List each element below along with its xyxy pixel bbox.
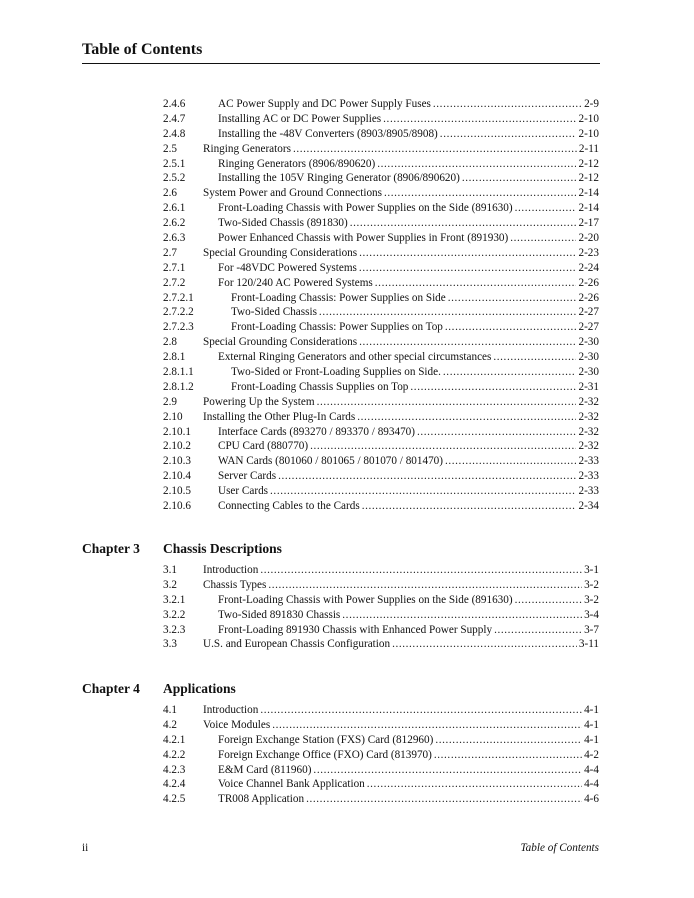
dot-leader: [493, 350, 576, 365]
toc-entry-title: Interface Cards (893270 / 893370 / 893470): [218, 425, 415, 438]
dot-leader: [260, 563, 582, 578]
toc-entry-title: WAN Cards (801060 / 801065 / 801070 / 801470): [218, 455, 443, 468]
toc-entry-page: 4-2: [584, 748, 599, 761]
dot-leader: [306, 792, 582, 807]
dot-leader: [377, 157, 576, 172]
toc-entry[interactable]: [163, 216, 599, 231]
toc-entry[interactable]: [163, 703, 599, 718]
chapter-4-heading: [82, 681, 236, 697]
dot-leader: [435, 733, 582, 748]
toc-entry-title: Two-Sided 891830 Chassis: [218, 608, 341, 621]
toc-entry-number: 2.10.5: [163, 485, 191, 498]
toc-entry-number: 2.8.1.1: [163, 366, 194, 379]
toc-entry-number: 2.5.1: [163, 157, 186, 170]
toc-entry-title: Connecting Cables to the Cards: [218, 500, 360, 513]
toc-entry-page: 4-4: [584, 763, 599, 776]
dot-leader: [440, 127, 577, 142]
toc-entry[interactable]: [163, 593, 599, 608]
toc-entry-title: Front-Loading Chassis: Power Supplies on Top: [231, 321, 443, 334]
toc-entry-title: CPU Card (880770): [218, 440, 309, 453]
toc-entry-number: 4.2.4: [163, 778, 186, 791]
chapter-title: Chassis Descriptions: [163, 541, 282, 556]
chapter-title: Applications: [163, 681, 236, 696]
toc-entry[interactable]: [163, 127, 599, 142]
toc-entry-number: 2.7.2: [163, 276, 186, 289]
toc-entry-title: Power Enhanced Chassis with Power Supplies in Front (891930): [218, 232, 509, 245]
toc-entry-title: Introduction: [203, 564, 259, 576]
toc-entry-title: Voice Modules: [203, 718, 271, 731]
toc-entry-page: 3-11: [578, 638, 599, 651]
toc-entry-page: 4-1: [584, 718, 599, 731]
toc-entry[interactable]: [163, 637, 599, 652]
toc-entry[interactable]: [163, 499, 599, 514]
toc-entry-number: 2.10.4: [163, 470, 191, 483]
toc-entry-number: 2.7.1: [163, 261, 186, 274]
toc-entry-page: 2-33: [578, 470, 599, 483]
footer-page-number: ii: [82, 842, 89, 854]
dot-leader: [359, 335, 576, 350]
toc-entry[interactable]: [163, 231, 599, 246]
toc-entry-page: 2-23: [578, 246, 599, 259]
toc-entry-page: 2-12: [578, 157, 599, 170]
toc-entry-number: 3.2.3: [163, 623, 186, 636]
toc-entry-number: 2.9: [163, 395, 177, 408]
dot-leader: [515, 593, 582, 608]
toc-entry-title: Voice Channel Bank Application: [218, 778, 365, 791]
toc-entry-title: Introduction: [203, 704, 259, 716]
toc-entry[interactable]: [163, 484, 599, 499]
toc-entry-number: 3.2.2: [163, 608, 186, 621]
dot-leader: [445, 320, 577, 335]
toc-entry-number: 4.2.5: [163, 793, 186, 806]
toc-entry-title: Ringing Generators: [203, 142, 291, 155]
dot-leader: [392, 637, 577, 652]
toc-entry-number: 4.2.2: [163, 748, 186, 761]
toc-entry[interactable]: [163, 291, 599, 306]
dot-leader: [410, 380, 576, 395]
dot-leader: [260, 703, 582, 718]
dot-leader: [375, 276, 577, 291]
toc-entry-title: Front-Loading 891930 Chassis with Enhanced Power Supply: [218, 623, 493, 636]
toc-entry-number: 2.6: [163, 187, 177, 200]
title-rule: [82, 63, 600, 64]
dot-leader: [278, 469, 576, 484]
toc-entry-title: Front-Loading Chassis Supplies on Top: [231, 380, 409, 393]
dot-leader: [494, 623, 582, 638]
toc-entry[interactable]: [163, 380, 599, 395]
toc-entry-title: Chassis Types: [203, 578, 267, 591]
toc-entry-page: 2-32: [578, 395, 599, 408]
toc-entry-page: 2-32: [578, 410, 599, 423]
toc-entry-page: 3-7: [584, 623, 599, 636]
toc-entry-page: 4-6: [584, 793, 599, 806]
toc-continued-section: [163, 97, 599, 514]
dot-leader: [268, 578, 582, 593]
toc-entry[interactable]: [163, 246, 599, 261]
toc-entry[interactable]: [163, 157, 599, 172]
dot-leader: [342, 608, 582, 623]
toc-entry-number: 4.2.1: [163, 733, 186, 746]
dot-leader: [384, 186, 577, 201]
toc-entry[interactable]: [163, 733, 599, 748]
toc-entry-number: 2.8: [163, 336, 177, 349]
dot-leader: [445, 454, 577, 469]
toc-entry-page: 2-26: [578, 276, 599, 289]
toc-entry-page: 2-30: [578, 366, 599, 379]
toc-chapter-3: [163, 563, 599, 652]
toc-entry[interactable]: [163, 425, 599, 440]
toc-entry[interactable]: [163, 261, 599, 276]
toc-entry[interactable]: [163, 171, 599, 186]
toc-entry-title: Two-Sided Chassis: [231, 306, 317, 319]
toc-entry-title: Installing the 105V Ringing Generator (8906/890620): [218, 172, 460, 185]
toc-entry-title: Front-Loading Chassis: Power Supplies on Side: [231, 291, 446, 304]
toc-entry-title: For 120/240 AC Powered Systems: [218, 276, 373, 289]
toc-entry[interactable]: [163, 578, 599, 593]
dot-leader: [510, 231, 576, 246]
toc-entry-title: Special Grounding Considerations: [203, 246, 358, 259]
toc-entry-page: 2-10: [578, 112, 599, 125]
toc-entry[interactable]: [163, 395, 599, 410]
toc-entry[interactable]: [163, 112, 599, 127]
chapter-label: Chapter 4: [82, 681, 140, 696]
toc-entry[interactable]: [163, 718, 599, 733]
toc-entry-number: 2.4.6: [163, 98, 186, 110]
toc-entry[interactable]: [163, 763, 599, 778]
toc-entry-number: 4.2.3: [163, 763, 186, 776]
toc-entry-title: E&M Card (811960): [218, 763, 312, 776]
chapter-label: Chapter 3: [82, 541, 140, 556]
toc-entry[interactable]: [163, 350, 599, 365]
toc-entry-page: 2-24: [578, 261, 599, 274]
toc-entry-number: 3.2: [163, 578, 177, 591]
toc-entry-title: Installing AC or DC Power Supplies: [218, 112, 382, 125]
toc-entry-page: 2-14: [578, 187, 599, 200]
toc-entry[interactable]: [163, 410, 599, 425]
toc-entry-page: 3-1: [584, 564, 599, 576]
dot-leader: [448, 291, 577, 306]
toc-entry-title: Front-Loading Chassis with Power Supplies on the Side (891630): [218, 593, 513, 606]
toc-entry-page: 2-33: [578, 485, 599, 498]
toc-entry[interactable]: [163, 792, 599, 807]
dot-leader: [350, 216, 577, 231]
toc-entry-number: 2.10: [163, 410, 183, 423]
toc-entry-number: 2.7: [163, 246, 177, 259]
toc-entry[interactable]: [163, 97, 599, 112]
toc-entry-number: 4.1: [163, 704, 177, 716]
toc-entry-page: 2-30: [578, 336, 599, 349]
dot-leader: [515, 201, 577, 216]
toc-entry-page: 2-9: [584, 98, 599, 110]
toc-entry-number: 2.10.6: [163, 500, 191, 513]
toc-entry-page: 3-2: [584, 593, 599, 606]
toc-entry-title: Ringing Generators (8906/890620): [218, 157, 376, 170]
toc-entry-title: Special Grounding Considerations: [203, 336, 358, 349]
toc-entry-page: 2-30: [578, 351, 599, 364]
dot-leader: [319, 305, 577, 320]
toc-entry-number: 2.6.3: [163, 232, 186, 245]
toc-entry-title: User Cards: [218, 485, 269, 498]
toc-entry-title: System Power and Ground Connections: [203, 187, 382, 200]
toc-entry-number: 2.4.8: [163, 127, 186, 140]
dot-leader: [270, 484, 576, 499]
toc-entry-page: 2-12: [578, 172, 599, 185]
dot-leader: [362, 499, 577, 514]
toc-entry[interactable]: [163, 563, 599, 578]
toc-entry[interactable]: [163, 335, 599, 350]
page-title: Table of Contents: [82, 41, 203, 58]
dot-leader: [433, 97, 582, 112]
toc-entry-title: External Ringing Generators and other special circumstances: [218, 351, 492, 364]
footer-running-title: Table of Contents: [520, 842, 599, 854]
toc-entry-page: 2-26: [578, 291, 599, 304]
toc-entry-number: 2.5: [163, 142, 177, 155]
toc-entry-number: 2.7.2.1: [163, 291, 194, 304]
toc-entry-title: Installing the Other Plug-In Cards: [203, 410, 356, 423]
toc-entry-page: 4-4: [584, 778, 599, 791]
toc-entry-number: 2.7.2.3: [163, 321, 194, 334]
toc-entry-number: 4.2: [163, 718, 177, 731]
toc-entry-title: Front-Loading Chassis with Power Supplies on the Side (891630): [218, 202, 513, 215]
toc-entry-title: Foreign Exchange Office (FXO) Card (813970): [218, 748, 432, 761]
dot-leader: [359, 261, 577, 276]
toc-entry[interactable]: [163, 777, 599, 792]
toc-entry-page: 2-27: [578, 321, 599, 334]
dot-leader: [317, 395, 577, 410]
toc-entry-page: 4-1: [584, 704, 599, 716]
toc-entry-page: 2-32: [578, 425, 599, 438]
toc-entry-page: 2-27: [578, 306, 599, 319]
toc-entry-page: 2-17: [578, 217, 599, 230]
dot-leader: [357, 410, 576, 425]
toc-entry[interactable]: [163, 276, 599, 291]
toc-entry-page: 2-33: [578, 455, 599, 468]
toc-entry-number: 2.10.1: [163, 425, 191, 438]
dot-leader: [359, 246, 576, 261]
toc-entry-title: U.S. and European Chassis Configuration: [203, 638, 391, 651]
toc-entry-title: Powering Up the System: [203, 395, 315, 408]
toc-entry-number: 2.8.1: [163, 351, 186, 364]
dot-leader: [462, 171, 577, 186]
toc-entry-title: AC Power Supply and DC Power Supply Fuses: [218, 98, 431, 110]
dot-leader: [272, 718, 582, 733]
toc-entry-number: 2.6.1: [163, 202, 186, 215]
toc-entry-number: 2.4.7: [163, 112, 186, 125]
toc-entry-number: 2.10.2: [163, 440, 191, 453]
dot-leader: [383, 112, 576, 127]
toc-entry-page: 2-11: [578, 142, 599, 155]
toc-entry-number: 2.8.1.2: [163, 380, 194, 393]
toc-entry[interactable]: [163, 748, 599, 763]
toc-entry-page: 2-20: [578, 232, 599, 245]
toc-entry-page: 4-1: [584, 733, 599, 746]
toc-entry-number: 3.1: [163, 564, 177, 576]
toc-entry-title: Server Cards: [218, 470, 277, 483]
toc-entry[interactable]: [163, 320, 599, 335]
toc-entry-number: 3.2.1: [163, 593, 186, 606]
toc-entry-page: 3-4: [584, 608, 599, 621]
toc-entry-title: Two-Sided Chassis (891830): [218, 217, 348, 230]
toc-entry[interactable]: [163, 186, 599, 201]
toc-entry[interactable]: [163, 365, 599, 380]
toc-entry-page: 2-32: [578, 440, 599, 453]
dot-leader: [434, 748, 582, 763]
toc-entry-page: 2-31: [578, 380, 599, 393]
toc-entry[interactable]: [163, 305, 599, 320]
toc-entry-title: Foreign Exchange Station (FXS) Card (812960): [218, 733, 434, 746]
toc-entry-number: 2.5.2: [163, 172, 186, 185]
toc-entry-title: Installing the -48V Converters (8903/8905/8908): [218, 127, 438, 140]
toc-entry-number: 3.3: [163, 638, 177, 651]
toc-entry-page: 2-10: [578, 127, 599, 140]
toc-entry[interactable]: [163, 623, 599, 638]
toc-entry-number: 2.10.3: [163, 455, 191, 468]
toc-entry-title: For -48VDC Powered Systems: [218, 261, 357, 274]
dot-leader: [367, 777, 582, 792]
toc-entry[interactable]: [163, 201, 599, 216]
toc-entry-number: 2.7.2.2: [163, 306, 194, 319]
dot-leader: [417, 425, 577, 440]
toc-entry[interactable]: [163, 142, 599, 157]
toc-entry-page: 2-14: [578, 202, 599, 215]
toc-entry[interactable]: [163, 439, 599, 454]
toc-entry-page: 2-34: [578, 500, 599, 513]
dot-leader: [293, 142, 577, 157]
chapter-3-heading: [82, 541, 282, 557]
dot-leader: [310, 439, 576, 454]
toc-entry-title: Two-Sided or Front-Loading Supplies on Side.: [231, 366, 441, 379]
toc-entry-number: 2.6.2: [163, 217, 186, 230]
toc-entry-page: 3-2: [584, 578, 599, 591]
toc-entry[interactable]: [163, 469, 599, 484]
toc-entry-title: TR008 Application: [218, 793, 305, 806]
toc-entry[interactable]: [163, 454, 599, 469]
dot-leader: [443, 365, 577, 380]
toc-chapter-4: [163, 703, 599, 807]
dot-leader: [313, 763, 582, 778]
toc-entry[interactable]: [163, 608, 599, 623]
